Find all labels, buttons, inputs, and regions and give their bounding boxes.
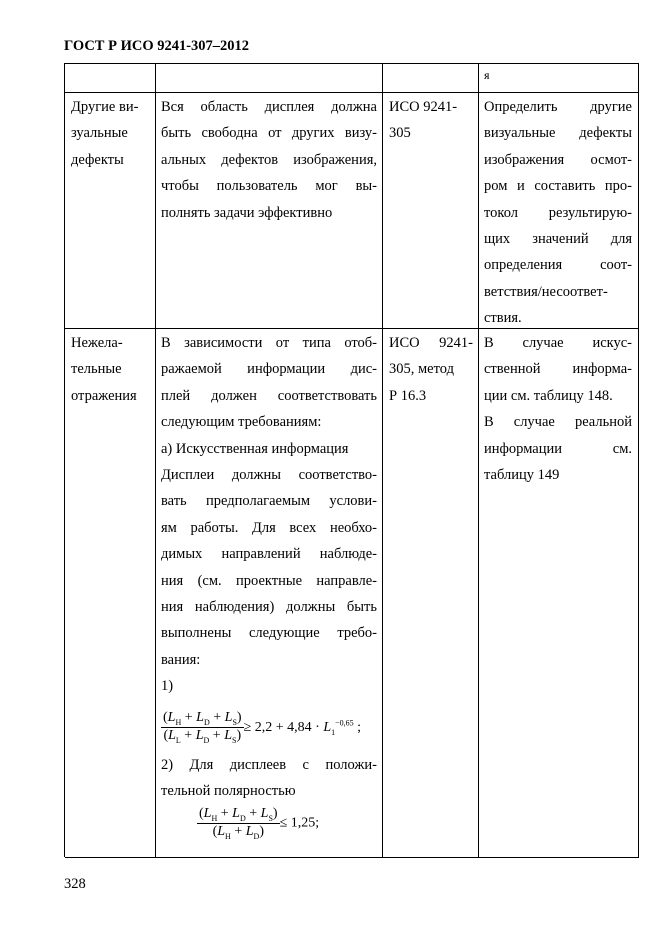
text-line: выполнены следующие требо- xyxy=(161,625,377,642)
text-line: ственной информа- xyxy=(484,361,632,378)
text-line: ния (см. проектные направле- xyxy=(161,572,377,589)
text-line: ствия. xyxy=(484,310,522,327)
text-line: дефекты xyxy=(71,151,124,168)
column-divider xyxy=(382,64,383,857)
text-line: плей должен соответствовать xyxy=(161,387,377,404)
text-line: В случае реальной xyxy=(484,414,632,431)
text-line: ИСО 9241- xyxy=(389,335,473,351)
text-line: отражения xyxy=(71,387,137,404)
text-line: тельной полярностью xyxy=(161,783,296,800)
text-line: ветствия/несоответ- xyxy=(484,283,608,300)
text-line: вать предполагаемым услови- xyxy=(161,493,377,510)
text-line: Определить другие xyxy=(484,99,632,115)
text-line: Вся область дисплея должна xyxy=(161,99,377,115)
formula-2-fraction: $\frac{(L_H + L_D + L_S)}{(L_H + L_D)}$ xyxy=(199,806,278,841)
row2-characteristic xyxy=(71,330,149,409)
text-line: Дисплеи должны соответство- xyxy=(161,466,377,483)
text-line: зуальные xyxy=(71,125,128,142)
row2-requirement-continued xyxy=(161,752,377,805)
text-line: 1) xyxy=(161,678,174,695)
text-line: альных дефектов изображения, xyxy=(161,151,377,168)
row1-reference xyxy=(389,94,473,147)
formula-2-rhs: ≤ 1,25; xyxy=(279,815,320,831)
text-line: ния наблюдения) должны быть xyxy=(161,598,377,615)
column-divider xyxy=(155,64,156,857)
text-line: ром и составить про- xyxy=(484,178,632,195)
text-line: вания: xyxy=(161,651,201,668)
text-line: 2) Для дисплеев с положи- xyxy=(161,757,377,773)
text-line: определения соот- xyxy=(484,257,632,274)
row2-requirement xyxy=(161,330,377,700)
text-line: В зависимости от типа отоб- xyxy=(161,335,377,351)
text-line: ИСО 9241- xyxy=(389,99,458,115)
formula-1-tail: ; xyxy=(353,719,362,735)
text-line: ражаемой информации дис- xyxy=(161,361,377,378)
text-line: информации см. xyxy=(484,440,632,457)
row1-characteristic xyxy=(71,94,149,173)
text-line: 305 xyxy=(389,125,411,142)
row2-reference xyxy=(389,330,473,409)
text-line: ям работы. Для всех необхо- xyxy=(161,519,377,536)
text-line: димых направлений наблюде- xyxy=(161,546,377,563)
formula-1: $\frac{(L_H + L_D + L_S)}{(L_L + L_D + L_S)}$ ≥ $2,2 + 4,84 \cdot L_1^{-0,65}$ ; xyxy=(163,710,362,745)
page-number: 328 xyxy=(64,876,86,892)
formula-1-rhs: ≥ 2,2 + 4,84 · xyxy=(243,719,324,735)
column-divider xyxy=(478,64,479,857)
text-line: ции см. таблицу 148. xyxy=(484,387,613,404)
text-line: изображения осмот- xyxy=(484,151,632,168)
column-divider xyxy=(638,64,639,857)
text-line: полнять задачи эффективно xyxy=(161,204,333,221)
continuation-text: я xyxy=(484,68,490,82)
text-line: тельные xyxy=(71,361,122,378)
formula-1-exponent: −0,65 xyxy=(335,718,354,728)
text-line: Другие ви- xyxy=(71,99,139,115)
text-line: визуальные дефекты xyxy=(484,125,632,142)
text-line: следующим требованиям: xyxy=(161,414,322,431)
text-line: токол результирую- xyxy=(484,204,632,221)
formula-1-fraction: $\frac{(L_H + L_D + L_S)}{(L_L + L_D + L_S)}$ xyxy=(163,710,242,745)
text-line: 305, метод xyxy=(389,361,454,378)
formula-2 xyxy=(197,806,319,841)
text-line: чтобы пользователь мог вы- xyxy=(161,178,377,195)
text-line: Нежела- xyxy=(71,335,123,351)
text-line: щих значений для xyxy=(484,230,632,247)
text-line: а) Искусственная информация xyxy=(161,440,349,457)
row1-requirement xyxy=(161,94,377,226)
row2-method xyxy=(484,330,632,488)
text-line: быть свободна от других визу- xyxy=(161,125,377,142)
row1-method xyxy=(484,94,632,332)
document-header: ГОСТ Р ИСО 9241-307–2012 xyxy=(64,38,250,54)
text-line: В случае искус- xyxy=(484,335,632,351)
text-line: Р 16.3 xyxy=(389,387,427,404)
table-row xyxy=(65,64,639,93)
text-line: таблицу 149 xyxy=(484,466,560,483)
requirements-table xyxy=(64,63,639,857)
